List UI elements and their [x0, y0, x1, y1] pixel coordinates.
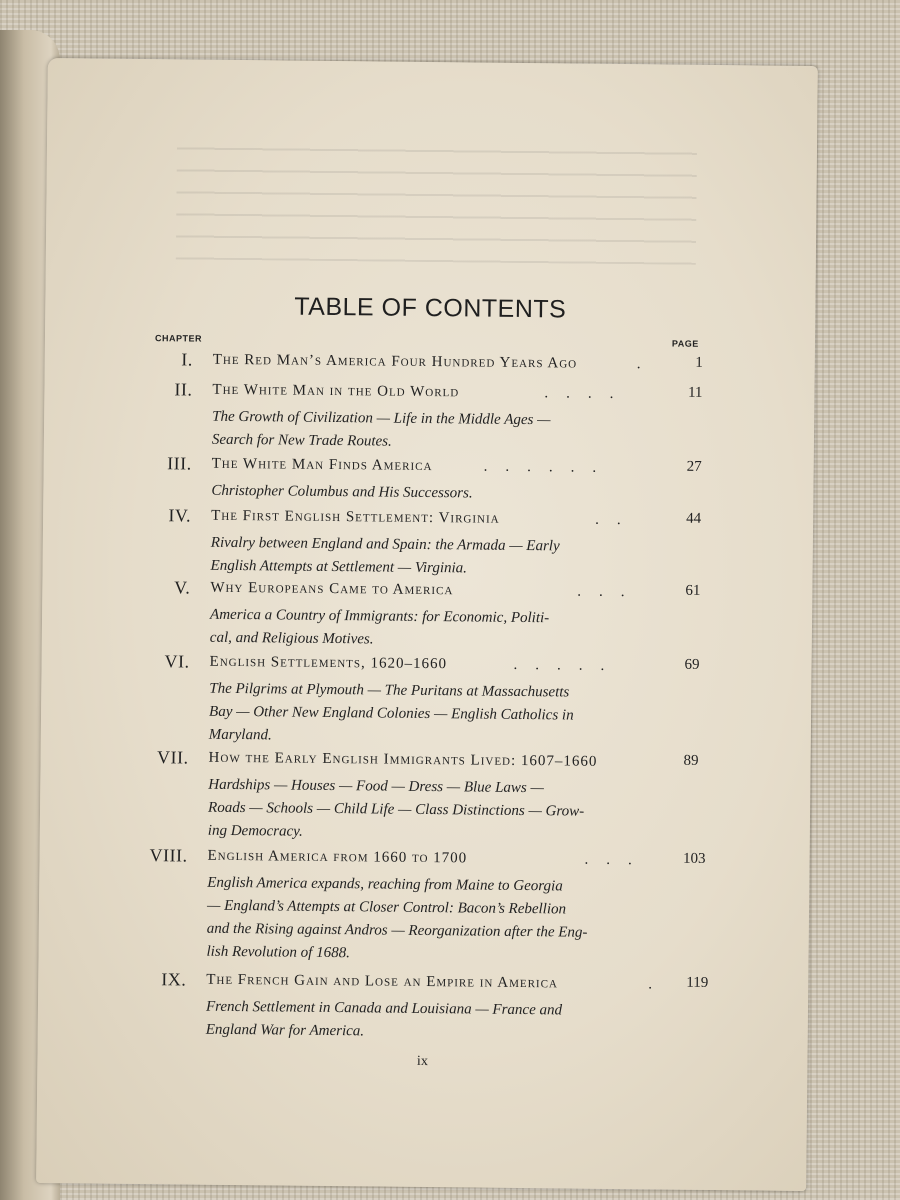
chapter-description: Rivalry between England and Spain: the Armada — Early English Attempts at Settlement — Virginia. — [210, 534, 560, 577]
page-number: 69 — [684, 656, 700, 673]
chapter-description: English America expands, reaching from Maine to Georgia — England’s Attempts at Closer Control: Bacon’s Rebellion and the Rising against Andros — Reorganization after the Eng- lish Revolution of 1688. — [206, 874, 588, 962]
toc-entry — [38, 968, 798, 1040]
chapter-number: VIII. — [149, 845, 188, 866]
book-page — [36, 58, 818, 1191]
chapter-number: VII. — [156, 747, 189, 768]
page-number: 11 — [687, 384, 703, 401]
chapter-number: IX. — [161, 969, 187, 990]
chapter-description: Christopher Columbus and His Successors. — [211, 482, 473, 502]
page-number: 89 — [683, 752, 699, 769]
leader-dots: ... — [577, 583, 643, 601]
chapter-title: The White Man Finds America — [211, 455, 433, 475]
chapter-number: VI. — [164, 651, 190, 672]
page-number: 119 — [686, 974, 709, 991]
chapter-title: The Red Man’s America Four Hundred Years Ago — [212, 351, 578, 372]
chapter-title: The White Man in the Old World — [212, 381, 460, 401]
page-number: 103 — [682, 850, 706, 867]
chapter-number: V. — [174, 577, 191, 598]
page-title: TABLE OF CONTENTS — [294, 292, 567, 324]
chapter-title: English America from 1660 to 1700 — [207, 847, 468, 867]
chapter-number: I. — [181, 349, 193, 370]
leader-dots: ...... — [483, 458, 615, 476]
chapter-description: French Settlement in Canada and Louisiana — France and England War for America. — [205, 998, 563, 1040]
chapter-title: Why Europeans Came to America — [210, 579, 454, 599]
chapter-title: How the Early English Immigrants Lived: 1607–1660 — [208, 749, 598, 770]
leader-dots: ..... — [513, 656, 623, 675]
page-number: 27 — [686, 458, 702, 475]
chapter-column-header: CHAPTER — [154, 333, 203, 344]
show-through-text — [176, 139, 697, 264]
leader-dots: . — [636, 356, 659, 373]
chapter-description: The Growth of Civilization — Life in the Middle Ages — Search for New Trade Routes. — [211, 408, 551, 450]
leader-dots: . — [648, 976, 671, 993]
page-number: 44 — [686, 510, 702, 527]
chapter-title: The First English Settlement: Virginia — [211, 507, 500, 527]
chapter-title: English Settlements, 1620–1660 — [209, 653, 448, 673]
toc-entry — [45, 348, 805, 373]
chapter-description: America a Country of Immigrants: for Economic, Politi- cal, and Religious Motives. — [209, 606, 550, 648]
leader-dots: ... — [584, 851, 650, 869]
chapter-description: The Pilgrims at Plymouth — The Puritans at Massachusetts Bay — Other New England Colonies — English Catholics in Maryland. — [208, 680, 574, 744]
page-column-header: PAGE — [671, 338, 699, 349]
chapter-description: Hardships — Houses — Food — Dress — Blue Laws — Roads — Schools — Child Life — Class Distinctions — Grow- ing Democracy. — [207, 776, 585, 840]
toc-entry — [40, 844, 800, 962]
chapter-title: The French Gain and Lose an Empire in America — [206, 971, 559, 992]
toc-entry — [43, 504, 803, 577]
toc-entry — [45, 378, 805, 450]
page-number: 1 — [695, 354, 703, 371]
chapter-number: II. — [174, 379, 193, 400]
page-number: 61 — [685, 582, 701, 599]
chapter-number: III. — [167, 453, 192, 474]
leader-dots: .. — [595, 511, 639, 529]
page-folio: ix — [416, 1053, 428, 1070]
chapter-number: IV. — [168, 505, 192, 526]
leader-dots: .... — [544, 385, 632, 403]
